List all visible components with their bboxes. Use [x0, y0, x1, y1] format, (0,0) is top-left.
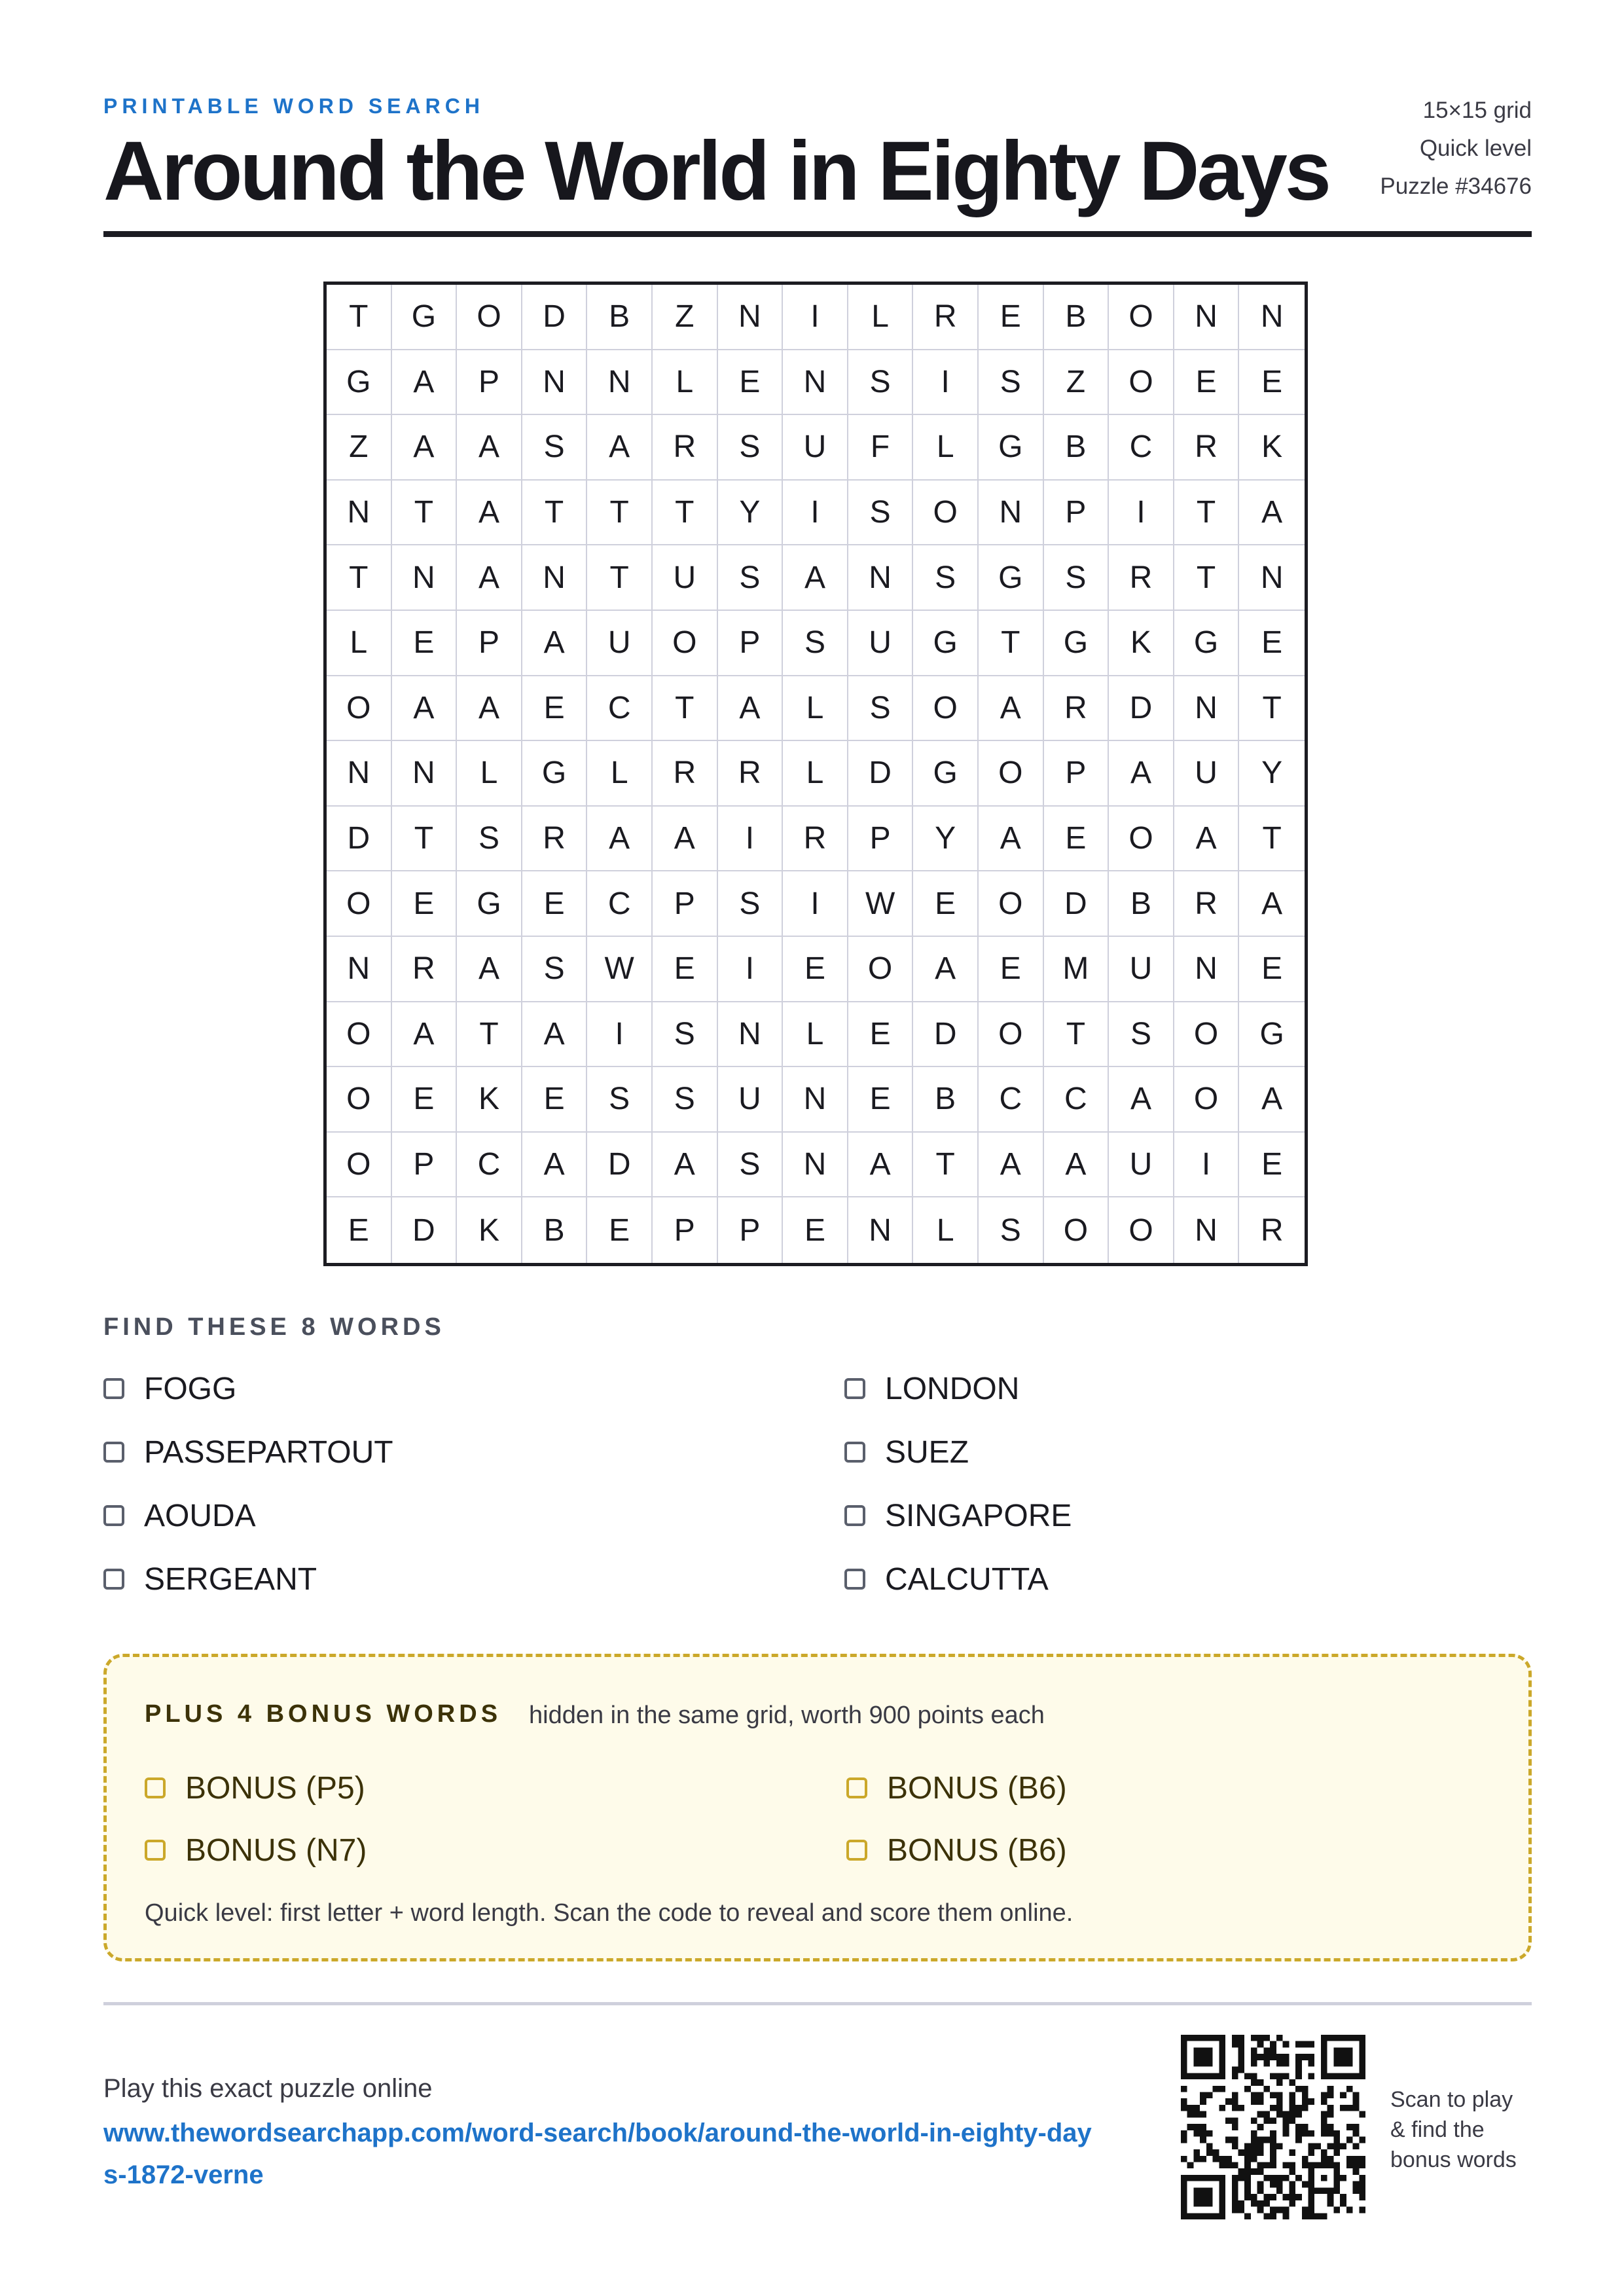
grid-cell[interactable]: G: [1239, 1002, 1305, 1068]
grid-cell[interactable]: O: [327, 1067, 392, 1133]
grid-cell[interactable]: P: [457, 611, 522, 676]
grid-cell[interactable]: A: [913, 937, 979, 1002]
word-label: FOGG: [144, 1371, 237, 1406]
grid-cell[interactable]: A: [457, 545, 522, 611]
grid-cell[interactable]: I: [783, 481, 848, 546]
grid-cell[interactable]: S: [979, 1197, 1044, 1263]
grid-cell[interactable]: R: [1174, 415, 1240, 481]
grid-cell[interactable]: N: [392, 741, 458, 807]
grid-cell[interactable]: O: [1109, 285, 1174, 350]
grid-cell[interactable]: A: [392, 415, 458, 481]
grid-cell[interactable]: R: [718, 741, 784, 807]
grid-cell[interactable]: A: [848, 1133, 914, 1198]
grid-cell[interactable]: S: [848, 481, 914, 546]
grid-cell[interactable]: R: [522, 807, 588, 872]
grid-cell[interactable]: P: [653, 1197, 718, 1263]
grid-cell[interactable]: N: [718, 1002, 784, 1068]
grid-cell[interactable]: E: [1239, 937, 1305, 1002]
grid-cell[interactable]: R: [783, 807, 848, 872]
bonus-word-label: BONUS (N7): [185, 1832, 367, 1868]
grid-cell[interactable]: E: [522, 871, 588, 937]
grid-cell[interactable]: O: [913, 676, 979, 742]
grid-cell[interactable]: E: [979, 285, 1044, 350]
grid-cell[interactable]: C: [457, 1133, 522, 1198]
word-item[interactable]: [103, 1556, 317, 1602]
grid-cell[interactable]: E: [848, 1002, 914, 1068]
checkbox-icon[interactable]: [103, 1505, 124, 1526]
grid-cell[interactable]: T: [913, 1133, 979, 1198]
grid-cell[interactable]: A: [457, 481, 522, 546]
grid-cell[interactable]: N: [848, 545, 914, 611]
grid-cell[interactable]: Y: [913, 807, 979, 872]
checkbox-icon[interactable]: [846, 1777, 867, 1798]
grid-cell[interactable]: E: [1239, 611, 1305, 676]
grid-cell[interactable]: S: [848, 350, 914, 416]
grid-cell[interactable]: D: [587, 1133, 653, 1198]
grid-cell[interactable]: O: [327, 1002, 392, 1068]
grid-cell[interactable]: O: [457, 285, 522, 350]
word-item[interactable]: [844, 1493, 1072, 1539]
grid-cell[interactable]: C: [979, 1067, 1044, 1133]
grid-cell[interactable]: S: [653, 1002, 718, 1068]
grid-cell[interactable]: T: [1174, 481, 1240, 546]
grid-cell[interactable]: P: [1044, 741, 1110, 807]
grid-cell[interactable]: G: [913, 741, 979, 807]
page-header: [103, 92, 1532, 237]
grid-cell[interactable]: L: [783, 676, 848, 742]
grid-cell[interactable]: U: [1109, 1133, 1174, 1198]
grid-cell[interactable]: R: [1044, 676, 1110, 742]
grid-cell[interactable]: E: [913, 871, 979, 937]
grid-cell[interactable]: N: [1174, 676, 1240, 742]
bonus-word-label: BONUS (B6): [887, 1770, 1067, 1806]
grid-cell[interactable]: O: [327, 676, 392, 742]
grid-cell[interactable]: R: [653, 415, 718, 481]
grid-cell[interactable]: E: [653, 937, 718, 1002]
grid-cell[interactable]: Z: [653, 285, 718, 350]
grid-cell[interactable]: I: [913, 350, 979, 416]
grid-cell[interactable]: E: [783, 937, 848, 1002]
grid-cell[interactable]: E: [522, 676, 588, 742]
grid-cell[interactable]: T: [392, 481, 458, 546]
page-title: Around the World in Eighty Days: [103, 124, 1329, 218]
grid-cell[interactable]: N: [587, 350, 653, 416]
grid-cell[interactable]: S: [522, 415, 588, 481]
grid-cell[interactable]: U: [587, 611, 653, 676]
puzzle-url-link[interactable]: www.thewordsearchapp.com/word-search/book/around-the-world-in-eighty-days-1872-verne: [103, 2119, 1092, 2189]
grid-cell[interactable]: U: [1109, 937, 1174, 1002]
grid-cell[interactable]: N: [392, 545, 458, 611]
grid-cell[interactable]: L: [457, 741, 522, 807]
checkbox-icon[interactable]: [103, 1378, 124, 1399]
word-item[interactable]: [103, 1493, 256, 1539]
grid-cell[interactable]: O: [848, 937, 914, 1002]
grid-cell[interactable]: A: [1174, 807, 1240, 872]
word-label: CALCUTTA: [885, 1561, 1049, 1597]
grid-cell[interactable]: T: [327, 285, 392, 350]
grid-cell[interactable]: Z: [327, 415, 392, 481]
grid-cell[interactable]: A: [1044, 1133, 1110, 1198]
puzzle-meta: [1380, 92, 1532, 206]
grid-cell[interactable]: O: [327, 871, 392, 937]
grid-cell[interactable]: E: [327, 1197, 392, 1263]
grid-cell[interactable]: S: [979, 350, 1044, 416]
grid-cell[interactable]: B: [1044, 415, 1110, 481]
bonus-word-item[interactable]: [846, 1827, 1067, 1873]
grid-cell[interactable]: P: [392, 1133, 458, 1198]
grid-cell[interactable]: N: [1174, 285, 1240, 350]
grid-cell[interactable]: O: [1109, 350, 1174, 416]
grid-cell[interactable]: B: [587, 285, 653, 350]
grid-cell[interactable]: E: [1044, 807, 1110, 872]
grid-cell[interactable]: A: [457, 937, 522, 1002]
word-item[interactable]: [844, 1366, 1019, 1412]
grid-cell[interactable]: Z: [1044, 350, 1110, 416]
grid-cell[interactable]: N: [522, 545, 588, 611]
grid-cell[interactable]: L: [913, 415, 979, 481]
checkbox-icon[interactable]: [103, 1569, 124, 1590]
word-item[interactable]: [103, 1429, 393, 1475]
grid-cell[interactable]: N: [1239, 545, 1305, 611]
checkbox-icon[interactable]: [844, 1569, 865, 1590]
grid-cell[interactable]: I: [783, 285, 848, 350]
grid-cell[interactable]: O: [1109, 807, 1174, 872]
grid-cell[interactable]: R: [1174, 871, 1240, 937]
bonus-subtitle: hidden in the same grid, worth 900 points each: [529, 1702, 1045, 1729]
grid-cell[interactable]: G: [979, 545, 1044, 611]
grid-cell[interactable]: R: [653, 741, 718, 807]
level-label: Quick level: [1419, 136, 1532, 161]
grid-cell[interactable]: T: [522, 481, 588, 546]
qr-caption: [1390, 2085, 1541, 2175]
word-label: PASSEPARTOUT: [144, 1434, 393, 1470]
grid-cell[interactable]: S: [1044, 545, 1110, 611]
grid-cell[interactable]: A: [457, 415, 522, 481]
grid-cell[interactable]: B: [1109, 871, 1174, 937]
grid-cell[interactable]: U: [783, 415, 848, 481]
grid-cell[interactable]: R: [1260, 1212, 1284, 1248]
grid-cell[interactable]: A: [587, 807, 653, 872]
grid-cell[interactable]: A: [587, 415, 653, 481]
grid-cell[interactable]: A: [522, 1133, 588, 1198]
grid-cell[interactable]: A: [718, 676, 784, 742]
grid-cell[interactable]: A: [392, 350, 458, 416]
grid-cell[interactable]: A: [1109, 741, 1174, 807]
checkbox-icon[interactable]: [145, 1777, 166, 1798]
bonus-word-label: BONUS (B6): [887, 1832, 1067, 1868]
grid-cell[interactable]: T: [587, 545, 653, 611]
grid-cell[interactable]: A: [979, 807, 1044, 872]
grid-cell[interactable]: L: [783, 741, 848, 807]
grid-cell[interactable]: G: [392, 285, 458, 350]
grid-cell[interactable]: G: [1174, 611, 1240, 676]
checkbox-icon[interactable]: [844, 1442, 865, 1463]
grid-cell[interactable]: E: [1174, 350, 1240, 416]
grid-cell[interactable]: L: [653, 350, 718, 416]
grid-cell[interactable]: A: [653, 807, 718, 872]
grid-cell[interactable]: B: [913, 1067, 979, 1133]
grid-cell[interactable]: T: [1239, 676, 1305, 742]
grid-cell[interactable]: R: [392, 937, 458, 1002]
grid-cell[interactable]: D: [1109, 676, 1174, 742]
word-label: SERGEANT: [144, 1561, 317, 1597]
grid-cell[interactable]: E: [587, 1197, 653, 1263]
grid-cell[interactable]: S: [718, 545, 784, 611]
grid-cell[interactable]: P: [457, 350, 522, 416]
grid-cell[interactable]: O: [653, 611, 718, 676]
grid-cell[interactable]: O: [1174, 1067, 1240, 1133]
grid-cell[interactable]: L: [327, 611, 392, 676]
word-label: AOUDA: [144, 1498, 256, 1533]
grid-cell[interactable]: A: [457, 676, 522, 742]
grid-cell[interactable]: O: [913, 481, 979, 546]
grid-cell[interactable]: T: [327, 545, 392, 611]
grid-cell[interactable]: E: [1239, 1133, 1305, 1198]
grid-cell[interactable]: N: [783, 350, 848, 416]
grid-cell[interactable]: A: [653, 1133, 718, 1198]
word-item[interactable]: [103, 1366, 236, 1412]
grid-cell[interactable]: G: [327, 350, 392, 416]
grid-cell[interactable]: N: [718, 285, 784, 350]
find-words-heading: FIND THESE 8 WORDS: [103, 1313, 445, 1341]
grid-cell[interactable]: I: [1109, 481, 1174, 546]
grid-cell[interactable]: K: [457, 1067, 522, 1133]
grid-cell[interactable]: R: [913, 285, 979, 350]
grid-cell[interactable]: D: [848, 741, 914, 807]
bonus-word-item[interactable]: [145, 1827, 367, 1873]
bonus-heading: PLUS 4 BONUS WORDS: [145, 1700, 502, 1728]
grid-cell[interactable]: B: [1044, 285, 1110, 350]
grid-cell[interactable]: L: [587, 741, 653, 807]
grid-cell[interactable]: P: [718, 1197, 784, 1263]
bonus-word-label: BONUS (P5): [185, 1770, 365, 1806]
grid-cell[interactable]: I: [718, 807, 784, 872]
grid-cell[interactable]: N: [1174, 937, 1240, 1002]
grid-cell[interactable]: D: [1044, 871, 1110, 937]
grid-cell[interactable]: O: [979, 1002, 1044, 1068]
grid-cell[interactable]: I: [783, 871, 848, 937]
grid-cell[interactable]: T: [392, 807, 458, 872]
grid-cell[interactable]: I: [718, 937, 784, 1002]
checkbox-icon[interactable]: [103, 1442, 124, 1463]
grid-cell[interactable]: W: [848, 871, 914, 937]
grid-cell[interactable]: D: [522, 285, 588, 350]
bonus-word-item[interactable]: [846, 1765, 1067, 1811]
grid-cell[interactable]: G: [1044, 611, 1110, 676]
grid-cell[interactable]: L: [848, 285, 914, 350]
grid-cell[interactable]: G: [979, 415, 1044, 481]
grid-cell[interactable]: A: [1239, 871, 1305, 937]
word-item[interactable]: [844, 1429, 969, 1475]
grid-cell[interactable]: T: [1239, 807, 1305, 872]
grid-cell[interactable]: N: [783, 1133, 848, 1198]
puzzle-number-label: Puzzle #34676: [1380, 173, 1532, 199]
grid-cell[interactable]: S: [848, 676, 914, 742]
grid-cell[interactable]: M: [1044, 937, 1110, 1002]
grid-cell[interactable]: T: [587, 481, 653, 546]
grid-cell[interactable]: T: [653, 676, 718, 742]
grid-cell[interactable]: P: [718, 611, 784, 676]
grid-cell[interactable]: F: [848, 415, 914, 481]
grid-cell[interactable]: W: [587, 937, 653, 1002]
grid-cell[interactable]: G: [913, 611, 979, 676]
grid-cell[interactable]: E: [979, 937, 1044, 1002]
grid-cell[interactable]: O: [1044, 1197, 1110, 1263]
qr-code-icon[interactable]: [1181, 2035, 1365, 2219]
checkbox-icon[interactable]: [145, 1840, 166, 1861]
grid-cell[interactable]: O: [1109, 1197, 1174, 1263]
grid-cell[interactable]: D: [327, 807, 392, 872]
grid-cell[interactable]: C: [1109, 415, 1174, 481]
grid-cell[interactable]: T: [1174, 545, 1240, 611]
grid-cell[interactable]: Y: [1239, 741, 1305, 807]
grid-cell[interactable]: P: [1044, 481, 1110, 546]
grid-cell[interactable]: N: [979, 481, 1044, 546]
grid-cell[interactable]: N: [1239, 285, 1305, 350]
word-item[interactable]: [844, 1556, 1049, 1602]
grid-cell[interactable]: G: [522, 741, 588, 807]
grid-cell[interactable]: E: [783, 1197, 848, 1263]
grid-cell[interactable]: U: [653, 545, 718, 611]
grid-cell[interactable]: P: [848, 807, 914, 872]
grid-cell[interactable]: A: [979, 1133, 1044, 1198]
grid-cell[interactable]: N: [522, 350, 588, 416]
grid-cell[interactable]: S: [1109, 1002, 1174, 1068]
grid-cell[interactable]: S: [718, 871, 784, 937]
checkbox-icon[interactable]: [844, 1378, 865, 1399]
grid-cell[interactable]: S: [522, 937, 588, 1002]
grid-cell[interactable]: A: [522, 611, 588, 676]
grid-cell[interactable]: E: [848, 1067, 914, 1133]
grid-cell[interactable]: I: [587, 1002, 653, 1068]
grid-size-label: 15×15 grid: [1422, 98, 1532, 123]
grid-cell[interactable]: O: [1174, 1002, 1240, 1068]
grid-cell[interactable]: N: [848, 1197, 914, 1263]
grid-cell[interactable]: A: [392, 676, 458, 742]
word-label: SINGAPORE: [885, 1498, 1072, 1533]
grid-cell[interactable]: C: [587, 676, 653, 742]
word-label: LONDON: [885, 1371, 1020, 1406]
grid-cell[interactable]: S: [587, 1067, 653, 1133]
grid-cell[interactable]: T: [979, 611, 1044, 676]
grid-cell[interactable]: O: [327, 1133, 392, 1198]
grid-cell[interactable]: A: [1109, 1067, 1174, 1133]
bonus-note: Quick level: first letter + word length. Scan the code to reveal and score them online.: [145, 1899, 1074, 1927]
grid-cell[interactable]: E: [1239, 350, 1305, 416]
grid-cell[interactable]: T: [457, 1002, 522, 1068]
grid-cell[interactable]: Y: [718, 481, 784, 546]
grid-cell[interactable]: N: [327, 481, 392, 546]
grid-cell[interactable]: C: [587, 871, 653, 937]
bonus-word-item[interactable]: [145, 1765, 365, 1811]
grid-cell[interactable]: T: [1044, 1002, 1110, 1068]
grid-cell[interactable]: C: [1044, 1067, 1110, 1133]
grid-cell[interactable]: A: [522, 1002, 588, 1068]
grid-cell[interactable]: N: [327, 937, 392, 1002]
grid-cell[interactable]: S: [718, 415, 784, 481]
grid-cell[interactable]: U: [848, 611, 914, 676]
grid-cell[interactable]: S: [653, 1067, 718, 1133]
grid-cell[interactable]: K: [457, 1197, 522, 1263]
footer-divider: [103, 2002, 1532, 2005]
checkbox-icon[interactable]: [844, 1505, 865, 1526]
grid-cell[interactable]: A: [1239, 1067, 1305, 1133]
grid-cell[interactable]: E: [392, 871, 458, 937]
grid-cell[interactable]: E: [522, 1067, 588, 1133]
grid-cell[interactable]: D: [392, 1197, 458, 1263]
grid-cell[interactable]: N: [783, 1067, 848, 1133]
grid-cell[interactable]: U: [1174, 741, 1240, 807]
grid-cell[interactable]: R: [1109, 545, 1174, 611]
qr-caption-line: bonus words: [1390, 2147, 1517, 2172]
grid-cell[interactable]: S: [913, 545, 979, 611]
grid-cell[interactable]: T: [653, 481, 718, 546]
grid-cell[interactable]: S: [718, 1133, 784, 1198]
grid-cell[interactable]: S: [783, 611, 848, 676]
qr-caption-line: Scan to play: [1390, 2087, 1513, 2112]
grid-cell[interactable]: A: [392, 1002, 458, 1068]
grid-cell[interactable]: E: [392, 1067, 458, 1133]
grid-cell[interactable]: L: [783, 1002, 848, 1068]
grid-cell[interactable]: N: [1174, 1197, 1240, 1263]
grid-cell[interactable]: D: [913, 1002, 979, 1068]
grid-cell[interactable]: A: [783, 545, 848, 611]
grid-cell[interactable]: L: [913, 1197, 979, 1263]
grid-cell[interactable]: E: [392, 611, 458, 676]
kicker-label: PRINTABLE WORD SEARCH: [103, 94, 484, 118]
grid-cell[interactable]: A: [979, 676, 1044, 742]
grid-cell[interactable]: U: [718, 1067, 784, 1133]
checkbox-icon[interactable]: [846, 1840, 867, 1861]
grid-cell[interactable]: A: [1239, 481, 1305, 546]
word-label: SUEZ: [885, 1434, 969, 1470]
grid-cell[interactable]: O: [979, 741, 1044, 807]
grid-cell[interactable]: O: [979, 871, 1044, 937]
grid-cell[interactable]: B: [522, 1197, 588, 1263]
grid-cell[interactable]: G: [457, 871, 522, 937]
grid-cell[interactable]: I: [1174, 1133, 1240, 1198]
grid-cell[interactable]: E: [718, 350, 784, 416]
letter-grid[interactable]: [323, 282, 1308, 1266]
grid-cell[interactable]: N: [327, 741, 392, 807]
bonus-panel: [103, 1654, 1532, 1961]
qr-caption-line: & find the: [1390, 2117, 1485, 2142]
grid-cell[interactable]: S: [457, 807, 522, 872]
play-online-label: Play this exact puzzle online: [103, 2074, 433, 2103]
grid-cell[interactable]: K: [1109, 611, 1174, 676]
grid-cell[interactable]: K: [1239, 415, 1305, 481]
grid-cell[interactable]: P: [653, 871, 718, 937]
